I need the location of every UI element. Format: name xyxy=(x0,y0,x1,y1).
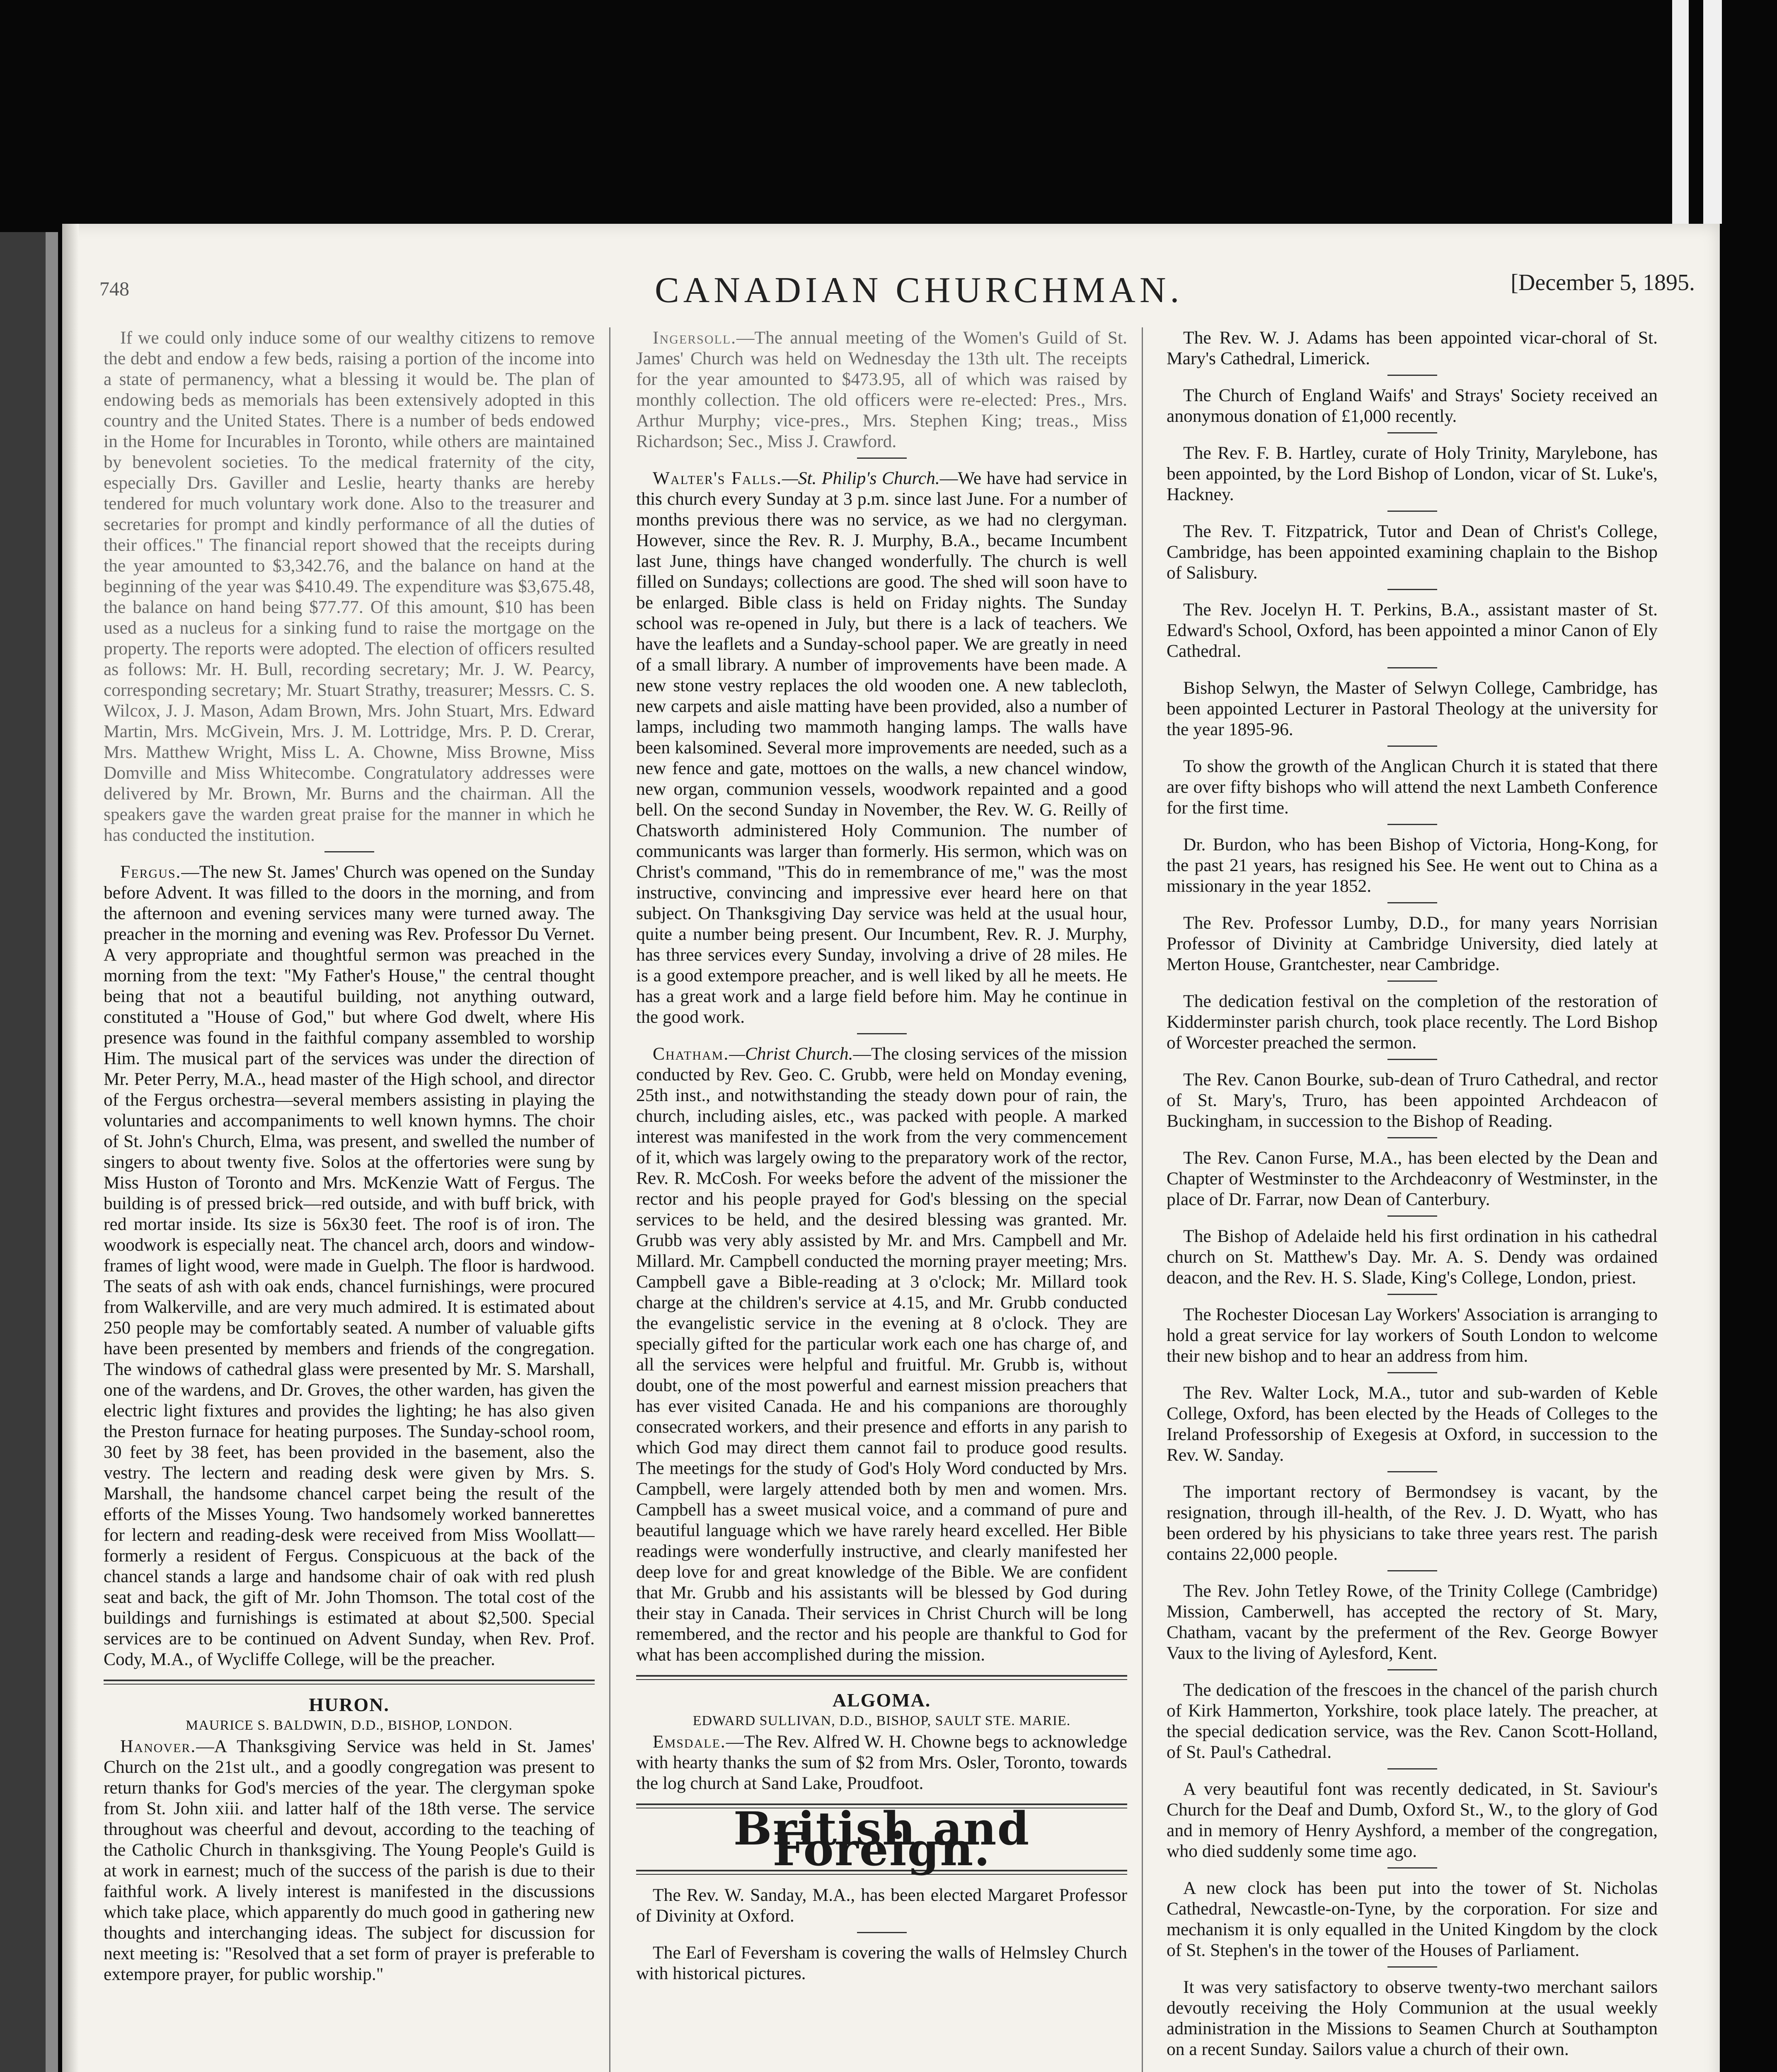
section-rule xyxy=(104,1680,595,1685)
place-name: Fergus. xyxy=(120,862,182,882)
separator xyxy=(1387,1768,1437,1769)
news-item: The Bishop of Adelaide held his first ordination in his cathedral church on St. Matthew's Day. Mr. A. S. Dendy was ordained deacon, and the Rev. H. S. Slade, King's College, London, priest. xyxy=(1167,1226,1658,1288)
news-item: The Rev. Walter Lock, M.A., tutor and sub-warden of Keble College, Oxford, has been elected by the Heads of Colleges to the Ireland Professorship of Exegesis at Oxford, in succession to the Rev. W. Sanday. xyxy=(1167,1383,1658,1465)
place-name: Chatham. xyxy=(653,1044,729,1064)
place-name: Walter's Falls. xyxy=(653,468,782,488)
masthead: CANADIAN CHURCHMAN. xyxy=(655,270,1184,310)
separator xyxy=(1387,1137,1437,1138)
section-heading-algoma: ALGOMA. xyxy=(832,1690,931,1711)
news-item: The Rev. Canon Bourke, sub-dean of Truro Cathedral, and rector of St. Mary's, Truro, has been appointed Archdeacon of Buckingham, in succession to the Bishop of Reading. xyxy=(1167,1070,1658,1131)
news-item: The Rev. Canon Furse, M.A., has been elected by the Dean and Chapter of Westminster to the Archdeaconry of Westminster, in the place of Dr. Farrar, now Dean of Canterbury. xyxy=(1167,1148,1658,1209)
article-paragraph xyxy=(104,1736,595,1985)
article-paragraph xyxy=(104,862,595,1670)
article-text: —The closing services of the mission conducted by Rev. Geo. C. Grubb, were held on Monday evening, 25th inst., and notwithstanding the steady down pour of rain, the church, including aisles, etc., was packed with people. A marked interest was manifested in the work from the very commencement of it, which was largely owing to the preparatory work of the rector, Rev. R. McCosh. For weeks before the advent of the missioner the rector and his people prayed for God's blessing on the special services to be held, and the desired blessing was granted. Mr. Grubb was very ably assisted by Mr. and Mrs. Campbell and Mr. Millard. Mr. Campbell conducted the morning prayer meeting; Mrs. Campbell gave a Bible-reading at 3 o'clock; Mr. Millard took charge at the children's service at 4.15, and Mr. Grubb conducted the evangelistic service in the evening at 8 o'clock. They are specially gifted for the particular work each one has charge of, and all the services were helpful and fruitful. Mr. Grubb is, without doubt, one of the most powerful and earnest mission preachers that has ever visited Canada. He and his companions are thoroughly consecrated workers, and their presence and efforts in any parish to which God may direct them cannot fail to produce good results. The meetings for the study of God's Holy Word conducted by Mrs. Campbell, were largely attended both by men and women. Mrs. Campbell has a sweet musical voice, and a command of pure and beautiful language which we have rarely heard excelled. Her Bible readings were wonderfully instructive, and clearly manifested her deep love for and great knowledge of the Bible. We are confident that Mr. Grubb and his assistants will be blessed by God during their stay in Canada. Their services in Christ Church will be long remembered, and the rector and his people are thankful to God for what has been accomplished during the mission. xyxy=(636,1044,1127,1665)
separator xyxy=(1387,1669,1437,1670)
news-item: The Rochester Diocesan Lay Workers' Association is arranging to hold a great service for lay workers of South London to welcome their new bishop and to hear an address from him. xyxy=(1167,1305,1658,1366)
separator xyxy=(857,1932,907,1933)
british-and-foreign-heading: British and Foreign. xyxy=(733,1802,1030,1876)
separator xyxy=(857,457,907,459)
article-text: —The Rev. Alfred W. H. Chowne begs to acknowledge with hearty thanks the sum of $2 from Mrs. Osler, Toronto, towards the log church at Sand Lake, Proudfoot. xyxy=(636,1732,1127,1793)
separator xyxy=(1387,1294,1437,1295)
column-rule-1 xyxy=(609,327,610,2072)
section-heading-huron: HURON. xyxy=(309,1694,390,1715)
column-2 xyxy=(636,327,1127,2072)
separator xyxy=(1387,746,1437,747)
bishop-line: MAURICE S. BALDWIN, D.D., BISHOP, LONDON. xyxy=(185,1718,513,1733)
book-binding-edge xyxy=(0,232,46,2072)
separator xyxy=(324,851,374,852)
place-name: Emsdale. xyxy=(653,1732,726,1752)
page-number: 748 xyxy=(99,278,129,300)
separator xyxy=(1387,980,1437,982)
article-text: —We have had service in this church every Sunday at 3 p.m. since last June. For a number of months previous there was no service, as we had no clergyman. However, since the Rev. R. J. Murphy, B.A., became Incumbent last June, things have changed wonderfully. The church is well filled on Sundays; collections are good. The shed will soon have to be enlarged. Bible class is held on Friday nights. The Sunday school was re-opened in July, but there is a lack of teachers. We have the leaflets and a Sunday-school paper. We are greatly in need of a small library. A number of improvements have been made. A new stone vestry replaces the old wooden one. A new tablecloth, new carpets and aisle matting have been provided, also a number of lamps, including two mammoth hanging lamps. The walls have been kalsomined. Several more improvements are needed, such as a new fence and gate, mottoes on the walls, a new chancel window, new organ, communion vessels, woodwork repainted and a good bell. On the second Sunday in November, the Rev. W. G. Reilly of Chatsworth administered Holy Communion. The number of communicants was larger than formerly. His sermon, which was on Christ's command, "This do in remembrance of me," was the most instructive, convincing and impressive ever heard here on that subject. On Thanksgiving Day service was held at the usual hour, quite a number being present. Our Incumbent, Rev. R. J. Murphy, has three services every Sunday, involving a drive of 28 miles. He is a good extempore preacher, and is well liked by all he meets. He has a great work and a large field before him. May he continue in the good work. xyxy=(636,468,1127,1027)
separator xyxy=(1387,667,1437,668)
news-item: It was very satisfactory to observe twenty-two merchant sailors devoutly receiving the Holy Communion at the usual weekly administration in the Missions to Seamen Church at Southampton on a recent Sunday. Sailors value a church of their own. xyxy=(1167,1977,1658,2059)
news-item: The Rev. F. B. Hartley, curate of Holy Trinity, Marylebone, has been appointed, by the Lord Bishop of London, vicar of St. Luke's, Hackney. xyxy=(1167,443,1658,504)
place-name: Ingersoll. xyxy=(653,328,737,348)
article-text: —The annual meeting of the Women's Guild of St. James' Church was held on Wednesday the 13th ult. The receipts for the year amounted to $473.95, all of which was raised by monthly collection. The old officers were re-elected: Pres., Mrs. Arthur Murphy; vice-pres., Mrs. Stephen King; treas., Miss Richardson; Sec., Miss J. Crawford. xyxy=(636,328,1127,451)
separator xyxy=(1387,511,1437,512)
article-paragraph xyxy=(636,468,1127,1027)
news-item: Bishop Selwyn, the Master of Selwyn College, Cambridge, has been appointed Lecturer in Pastoral Theology at the university for the year 1895-96. xyxy=(1167,678,1658,739)
article-paragraph xyxy=(636,1731,1127,1794)
separator xyxy=(1387,824,1437,825)
church-name: —St. Philip's Church. xyxy=(782,468,940,488)
news-item: A new clock has been put into the tower of St. Nicholas Cathedral, Newcastle-on-Tyne, by the corporation. For size and mechanism it is only equalled in the United Kingdom by the clock of St. Stephen's in the tower of the Houses of Parliament. xyxy=(1167,1878,1658,1960)
article-paragraph: The Earl of Feversham is covering the walls of Helmsley Church with historical pictures. xyxy=(636,1943,1127,1983)
news-item: The Rev. W. J. Adams has been appointed vicar-choral of St. Mary's Cathedral, Limerick. xyxy=(1167,328,1658,368)
church-name: —Christ Church. xyxy=(729,1044,853,1064)
separator xyxy=(1387,1966,1437,1968)
newspaper-page xyxy=(62,224,1720,2072)
separator xyxy=(1387,432,1437,433)
news-item: The Church of England Waifs' and Strays' Society received an anonymous donation of £1,000 recently. xyxy=(1167,385,1658,426)
article-paragraph: The Rev. W. Sanday, M.A., has been elected Margaret Professor of Divinity at Oxford. xyxy=(636,1885,1127,1926)
issue-date: [December 5, 1895. xyxy=(1511,270,1695,295)
article-paragraph xyxy=(636,327,1127,452)
news-item: The Rev. T. Fitzpatrick, Tutor and Dean of Christ's College, Cambridge, has been appointed examining chaplain to the Bishop of Salisbury. xyxy=(1167,521,1658,583)
separator xyxy=(857,1033,907,1034)
news-item: The Rev. Jocelyn H. T. Perkins, B.A., assistant master of St. Edward's School, Oxford, has been appointed a minor Canon of Ely Cathedral. xyxy=(1167,600,1658,661)
separator xyxy=(1387,1867,1437,1869)
bishop-line: EDWARD SULLIVAN, D.D., BISHOP, SAULT STE. MARIE. xyxy=(692,1713,1071,1728)
separator xyxy=(1387,1570,1437,1571)
news-item: To show the growth of the Anglican Church it is stated that there are over fifty bishops who will attend the next Lambeth Conference for the first time. xyxy=(1167,756,1658,818)
news-item: The dedication of the frescoes in the chancel of the parish church of Kirk Hammerton, Yorkshire, took place lately. The preacher, at the special dedication service, was the Rev. Canon Scott-Holland, of St. Paul's Cathedral. xyxy=(1167,1680,1658,1762)
scan-bar-top-2 xyxy=(1703,0,1722,224)
place-name: Hanover. xyxy=(120,1736,196,1756)
column-rule-2 xyxy=(1142,327,1143,2072)
book-binding-edge-inner xyxy=(46,232,58,2072)
scan-bar-top-1 xyxy=(1672,0,1689,224)
separator xyxy=(1387,1059,1437,1060)
article-paragraph: If we could only induce some of our wealthy citizens to remove the debt and endow a few beds, raising a portion of the income into a state of permanency, what a blessing it would be. The plan of endowing beds as memorials has been extensively adopted in this country and the United States. There is a number of beds endowed in the Home for Incurables in Toronto, while others are maintained by benevolent societies. To the medical fraternity of the city, especially Drs. Gaviller and Leslie, hearty thanks are hereby tendered for much voluntary work done. Also to the treasurer and secretaries for prompt and kindly performance of all the duties of their offices." The financial report showed that the receipts during the year amounted to $3,342.76, and the balance on hand at the beginning of the year was $410.49. The expenditure was $3,675.48, the balance on hand being $77.77. Of this amount, $10 has been used as a nucleus for a sinking fund to raise the mortgage on the property. The reports were adopted. The election of officers resulted as follows: Mr. H. Bull, recording secretary; Mr. J. W. Pearcy, corresponding secretary; Mr. Stuart Strathy, treasurer; Messrs. C. S. Wilcox, J. J. Mason, Adam Brown, Mrs. John Stuart, Mrs. Edward Martin, Mrs. McGivein, Mrs. J. M. Lottridge, Mrs. P. D. Crerar, Mrs. Matthew Wright, Miss L. A. Chowne, Miss Browne, Miss Domville and Miss Whitecombe. Congratulatory addresses were delivered by Mr. Brown, Mr. Burns and the chairman. All the speakers gave the warden great praise for the manner in which he has conducted the institution. xyxy=(104,328,595,845)
news-item: The Rev. Professor Lumby, D.D., for many years Norrisian Professor of Divinity at Cambridge University, died lately at Merton House, Grantchester, near Cambridge. xyxy=(1167,913,1658,974)
news-item: A very beautiful font was recently dedicated, in St. Saviour's Church for the Deaf and Dumb, Oxford St., W., to the glory of God and in memory of Henry Ayshford, a member of the congregation, who died suddenly some time ago. xyxy=(1167,1779,1658,1861)
article-text: —The new St. James' Church was opened on the Sunday before Advent. It was filled to the doors in the morning, and from the afternoon and evening services many were turned away. The preacher in the morning and evening was Rev. Professor Du Vernet. A very appropriate and thoughtful sermon was preached in the morning from the text: "My Father's House," the central thought being that not a beautiful building, not anything outward, constituted a "House of God," but where God dwelt, where His presence was found in the faithful company assembled to worship Him. The musical part of the services was under the direction of Mr. Peter Perry, M.A., head master of the High school, and director of the Fergus orchestra—several members assisting in playing the voluntaries and accompaniments to well known hymns. The choir of St. John's Church, Elma, was present, and swelled the number of singers to about twenty five. Solos at the offertories were sung by Miss Huston of Toronto and Mrs. McKenzie Watt of Fergus. The building is of pressed brick—red outside, and with buff brick, with red mortar inside. Its size is 56x30 feet. The roof is of iron. The woodwork is especially neat. The chancel arch, doors and window-frames of light wood, were made in Guelph. The floor is hardwood. The seats of ash with oak ends, chancel furnishings, were procured from Walkerville, and are very much admired. It is estimated about 250 people may be comfortably seated. A number of valuable gifts have been presented by members and friends of the congregation. The windows of cathedral glass were presented by Mr. S. Marshall, one of the wardens, and Dr. Groves, the other warden, has given the electric light fixtures and provides the lighting; he has also given the Preston furnace for heating purposes. The Sunday-school room, 30 feet by 38 feet, has been provided in the basement, also the vestry. The lectern and reading desk were given by Mrs. S. Marshall, the handsome chancel carpet being the result of the efforts of the Misses Young. Two handsomely worked bannerettes for lectern and reading-desk were received from Miss Woollatt—formerly a resident of Fergus. Conspicuous at the back of the chancel stands a large and handsome chair of oak with red plush seat and back, the gift of Mr. John Thomson. The total cost of the buildings and furnishings is estimated at about $2,500. Special services are to be continued on Advent Sunday, when Rev. Prof. Cody, M.A., of Wycliffe College, will be the preacher. xyxy=(104,862,595,1669)
separator xyxy=(1387,375,1437,376)
separator xyxy=(1387,902,1437,903)
section-rule xyxy=(636,1675,1127,1680)
separator xyxy=(1387,589,1437,590)
news-item: The important rectory of Bermondsey is vacant, by the resignation, through ill-health, of the Rev. J. D. Wyatt, who has been ordered by his physicians to take three years rest. The parish contains 22,000 people. xyxy=(1167,1482,1658,1564)
separator xyxy=(1387,1471,1437,1472)
article-text: —A Thanksgiving Service was held in St. James' Church on the 21st ult., and a goodly congregation was present to return thanks for God's mercies of the year. The clergyman spoke from St. John xiii. and latter half of the 18th verse. The service throughout was cheerful and devout, according to the teaching of the Catholic Church in thanksgiving. The Young People's Guild is at work in earnest; much of the success of the parish is due to their faithful work. A lively interest is manifested in the discussions which take place, which apparently do much good in gathering new thoughts and interchanging ideas. The subject for discussion for next meeting is: "Resolved that a set form of prayer is preferable to extempore prayer, for public worship." xyxy=(104,1736,595,1984)
separator xyxy=(1387,1215,1437,1217)
news-item: The dedication festival on the completion of the restoration of Kidderminster parish church, took place recently. The Lord Bishop of Worcester preached the sermon. xyxy=(1167,991,1658,1053)
page-header xyxy=(99,253,1699,310)
article-paragraph xyxy=(636,1043,1127,1665)
gutter-shadow xyxy=(62,224,79,2072)
column-1 xyxy=(104,327,595,2072)
news-item: Dr. Burdon, who has been Bishop of Victoria, Hong-Kong, for the past 21 years, has resigned his See. He went out to China as a missionary in the year 1852. xyxy=(1167,835,1658,896)
column-3 xyxy=(1167,327,1658,2072)
news-item: The Rev. John Tetley Rowe, of the Trinity College (Cambridge) Mission, Camberwell, has accepted the rectory of St. Mary, Chatham, vacant by the preferment of the Rev. George Bowyer Vaux to the living of Aylesford, Kent. xyxy=(1167,1581,1658,1663)
separator xyxy=(1387,1372,1437,1373)
